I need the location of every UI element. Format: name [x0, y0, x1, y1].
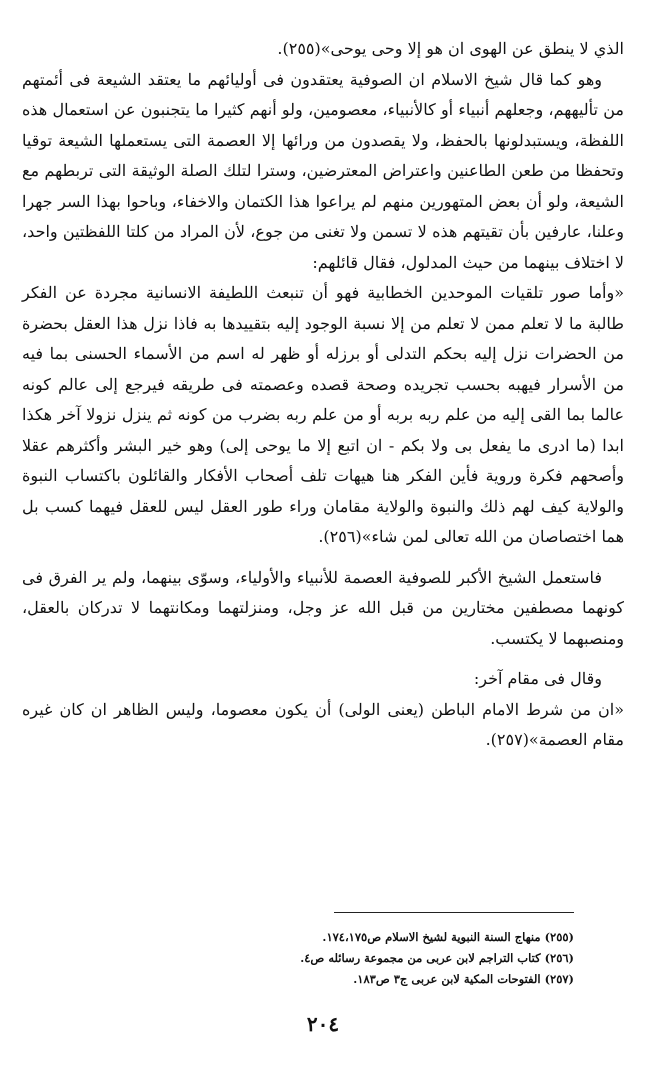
paragraph-another-place: وقال فى مقام آخر: — [473, 669, 602, 688]
paragraph-shaykh-akbar: فاستعمل الشيخ الأكبر للصوفية العصمة للأنبياء والأولياء، وسوّى بينهما، ولم ير الفرق فى كونهما مصطفين مختارين من قبل الله عز وجل، ومنزلتهما ومكانتهما لا تدركان بالعقل، ومنصبهما لا يكتسب. — [22, 567, 624, 648]
page-number: ٢٠٤ — [306, 1012, 340, 1036]
footnotes — [22, 927, 574, 990]
quote-imam-batin: «ان من شرط الامام الباطن (يعنى الولى) أن يكون معصوما، وليس الظاهر ان كان غيره مقام العصمة»(٢٥٧). — [22, 699, 624, 749]
body-text — [22, 34, 624, 756]
quote-ibn-arabi-tajalliyat: «وأما صور تلقيات الموحدين الخطابية فهو أن تنبعث اللطيفة الانسانية مجردة عن الفكر طالبة ما لا تعلم ممن لا تعلم من إلا نسبة الوجود إليه بتقييدها به فاذا نزل هذا العقل بحضرة من الحضرات نزل إليه بحكم التدلى أو برزله أو ظهر له اسم من الأسماء الحسنى بما فيه من الأسرار فيهبه بحسب تجريده وصحة قصده وعصمته فى طريقه فيرجع إلى عالم كونه عالما بما القى إليه من علم ربه بربه أو من علم ربه بضرب من كونه ثم ينزل نزولا آخر هكذا ابدا (ما ادرى ما يفعل بى ولا بكم - ان اتبع إلا ما يوحى إلى) وهو خير البشر وأكثرهم عقلا وأصحهم فكرة وروية فأين الفكر هنا هيهات تلف أصحاب الأفكار والقائلون باكتساب النبوة والولاية كيف لهم ذلك والنبوة والولاية مقامان وراء طور العقل ليس للعقل فيهما كسب بل هما اختصاصان من الله تعالى لمن شاء»(٢٥٦). — [22, 283, 624, 546]
paragraph-sufi-infallibility: وهو كما قال شيخ الاسلام ان الصوفية يعتقدون فى أوليائهم ما يعتقد الشيعة فى أئمتهم من تأليههم، وجعلهم أنبياء أو كالأنبياء، معصومين، ولو أنهم كثيرا ما يتجنبون عن استعمال هذه اللفظة، ويستبدلونها بالحفظ، ولا يقصدون من ورائها إلا العصمة التى يستعملها الشيعة توقيا وتحفظا من طعن الطاعنين واعتراض المعترضين، وسترا لتلك الصلة الوثيقة التى تربطهم مع الشيعة، ولو أن بعض المتهورين منهم لم يراعوا هذا الكتمان والاخفاء، وباحوا بهذا السر جهرا وعلنا، عارفين بأن تقيتهم هذه لا تسمن ولا تغنى من جوع، لأن المراد من كلتا اللفظتين واحد، لا اختلاف بينهما من حيث المدلول، فقال قائلهم: — [22, 69, 624, 272]
footnote-256: (٢٥٦) كتاب التراجم لابن عربى من مجموعة رسائله ص٤. — [300, 951, 574, 965]
footnote-255: (٢٥٥) منهاج السنة النبوية لشيخ الاسلام ص١٧٤،١٧٥. — [322, 930, 574, 944]
paragraph-continuation: الذي لا ينطق عن الهوى ان هو إلا وحى يوحى»(٢٥٥). — [277, 39, 624, 58]
footnote-257: (٢٥٧) الفتوحات المكية لابن عربى ج٣ ص١٨٣. — [353, 972, 574, 986]
footnote-divider — [334, 912, 574, 913]
